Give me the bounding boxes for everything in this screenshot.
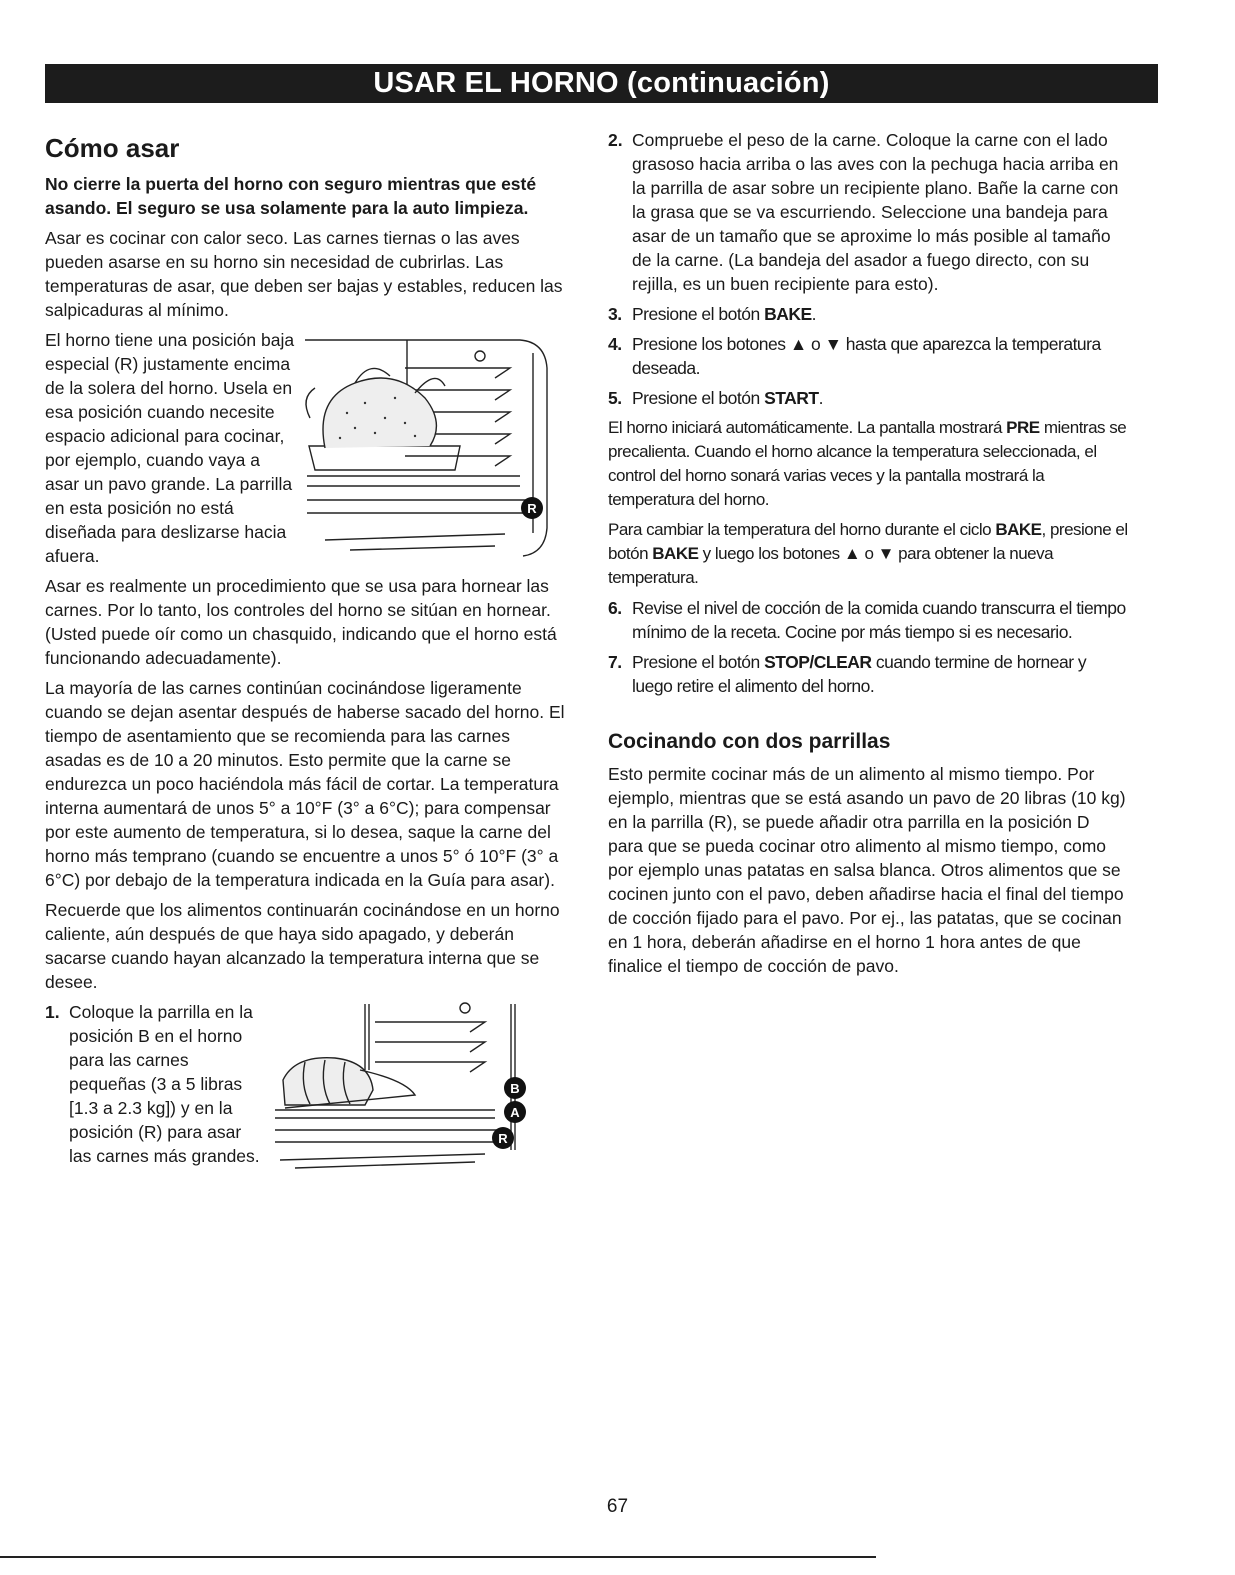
roast-figure-row <box>45 1000 565 1200</box>
section-title-roasting: Cómo asar <box>45 133 180 163</box>
arrow-down-icon-2: ▼ <box>877 544 894 563</box>
step-6-text: Revise el nivel de cocción de la comida cuando transcurra el tiempo mínimo de la receta. Cocine por más tiempo si es necesario. <box>632 598 1126 642</box>
step-5-number: 5. <box>608 388 622 408</box>
rack-position-r-label: R <box>527 501 537 516</box>
step-3-text: Presione el botón <box>632 304 765 324</box>
pre-display-label: PRE <box>1006 418 1040 437</box>
step-6 <box>608 596 1128 644</box>
step-3-number: 3. <box>608 304 622 324</box>
resting-time-paragraph: La mayoría de las carnes continúan cocinándose ligeramente cuando se dejan asentar después de haberse sacado del horno. El tiempo de asentamiento que se recomienda para las carnes asadas es de 10 a 20 minutos. Esto permite que la carne se endurezca un poco haciéndola más fácil de cortar. La temperatura interna aumentará de unos 5° a 10°F (3° a 6°C); para compensar por este aumento de temperatura, si lo desea, saque la carne del horno más temprano (cuando se encuentre a unos 5° ó 10°F (3° a 6°C) por debajo de la temperatura indicada en la Guía para asar). <box>45 678 565 890</box>
step-7 <box>608 650 1128 698</box>
roast-in-oven-illustration <box>265 1000 545 1200</box>
rack-position-b-label: B <box>510 1081 520 1096</box>
change-temp-end: para obtener la nueva temperatura. <box>608 544 1054 587</box>
page-number: 67 <box>606 1496 629 1517</box>
arrow-up-icon: ▲ <box>789 334 807 354</box>
step-5 <box>608 386 1128 410</box>
step-3-end: . <box>811 304 817 324</box>
safety-warning: No cierre la puerta del horno con seguro mientras que esté asando. El seguro se usa solamente para la auto limpieza. <box>45 174 537 218</box>
step-1 <box>45 1000 265 1168</box>
step-7-end: cuando termine de hornear y luego retire el alimento del horno. <box>632 652 1087 696</box>
arrow-up-icon-2: ▲ <box>843 544 861 563</box>
steps-list-left <box>45 1000 265 1174</box>
change-temp-or: o <box>860 544 878 563</box>
step-2-number: 2. <box>608 130 623 150</box>
turkey-figure-row <box>45 328 565 568</box>
step-7-number: 7. <box>608 652 622 672</box>
rack-position-r2-label: R <box>498 1131 508 1146</box>
step-4 <box>608 332 1128 380</box>
step-4-number: 4. <box>608 334 622 354</box>
step-4-end: hasta que aparezca la temperatura deseada. <box>632 334 1101 378</box>
start-button-label: START <box>764 388 819 408</box>
change-temp-paragraph <box>608 518 1128 590</box>
step-5-text: Presione el botón <box>632 388 765 408</box>
arrow-down-icon: ▼ <box>824 334 842 354</box>
right-column <box>608 128 1128 984</box>
step-2-text: Compruebe el peso de la carne. Coloque la carne con el lado grasoso hacia arriba o las aves con la pechuga hacia arriba en la parrilla de asar sobre un recipiente plano. Bañe la carne con la grasa que se va escurriendo. Seleccione una bandeja para asar de un tamaño que se aproxime lo más posible al tamaño de la carne. (La bandeja del asador a fuego directo, con su rejilla, es un buen recipiente para esto). <box>632 130 1119 294</box>
steps-list-right-2 <box>608 596 1128 698</box>
step-7-text: Presione el botón <box>632 652 765 672</box>
two-racks-paragraph: Esto permite cocinar más de un alimento al mismo tiempo. Por ejemplo, mientras que se está asando un pavo de 20 libras (10 kg) en la parrilla (R), se puede añadir otra parrilla en la posición D para que se pueda cocinar otro alimento al mismo tiempo, como por ejemplo unas patatas en salsa blanca. Otros alimentos que se cocinen junto con el pavo, deben añadirse hacia el final del tiempo de cocción fijado para el pavo. Por ej., las patatas, que se cocinan en 1 hora, deberán añadirse en el horno 1 hora antes de que finalice el tiempo de cocción de pavo. <box>608 764 1126 976</box>
step-5-end: . <box>818 388 823 408</box>
step-3 <box>608 302 1128 326</box>
change-temp-mid2: y luego los botones <box>698 544 844 563</box>
section-header-banner: USAR EL HORNO (continuación) <box>45 64 1158 103</box>
bake-button-label: BAKE <box>764 304 812 324</box>
preheat-text: El horno iniciará automáticamente. La pantalla mostrará <box>608 418 1007 437</box>
turkey-in-oven-illustration <box>295 328 565 568</box>
step-6-number: 6. <box>608 598 622 618</box>
stop-clear-button-label: STOP/CLEAR <box>764 652 872 672</box>
rack-position-a-label: A <box>510 1105 520 1120</box>
left-column <box>45 128 565 1206</box>
change-temp-mid: , presione el botón <box>608 520 1128 563</box>
section-title-two-racks: Cocinando con dos parrillas <box>608 730 891 753</box>
step-1-number: 1. <box>45 1002 60 1022</box>
step-2 <box>608 128 1128 296</box>
step-1-text: Coloque la parrilla en la posición B en el horno para las carnes pequeñas (3 a 5 libras [1.3 a 2.3 kg]) y en la posición (R) para asar las carnes más grandes. <box>69 1002 260 1166</box>
bake-button-label-2: BAKE <box>652 544 699 563</box>
roasting-intro-paragraph: Asar es cocinar con calor seco. Las carnes tiernas o las aves pueden asarse en su horno sin necesidad de cubrirlas. Las temperaturas de asar, que deben ser bajas y estables, reducen las salpicaduras al mínimo. <box>45 228 563 320</box>
section-spacer <box>608 704 1128 728</box>
change-temp-text: Para cambiar la temperatura del horno durante el ciclo <box>608 520 996 539</box>
footer-rule <box>0 1556 876 1558</box>
residual-heat-paragraph: Recuerde que los alimentos continuarán cocinándose en un horno caliente, aún después de que haya sido apagado, y deberán sacarse cuando hayan alcanzado la temperatura interna que se desee. <box>45 900 560 992</box>
step-4-or: o <box>806 334 825 354</box>
preheat-paragraph <box>608 416 1128 512</box>
steps-list-right <box>608 128 1128 410</box>
roasting-procedure-paragraph: Asar es realmente un procedimiento que se usa para hornear las carnes. Por lo tanto, los controles del horno se sitúan en hornear. (Usted puede oír como un chasquido, indicando que el horno está funcionando adecuadamente). <box>45 576 557 668</box>
low-rack-paragraph: El horno tiene una posición baja especial (R) justamente encima de la solera del horno. Usela en esa posición cuando necesite espacio adicional para cocinar, por ejemplo, cuando vaya a asar un pavo grande. La parrilla en esta posición no está diseñada para deslizarse hacia afuera. <box>45 330 295 566</box>
step-4-text: Presione los botones <box>632 334 790 354</box>
preheat-text-end: mientras se precalienta. Cuando el horno alcance la temperatura seleccionada, el control del horno sonará varias veces y la pantalla mostrará la temperatura del horno. <box>608 418 1127 509</box>
bake-cycle-label: BAKE <box>995 520 1042 539</box>
